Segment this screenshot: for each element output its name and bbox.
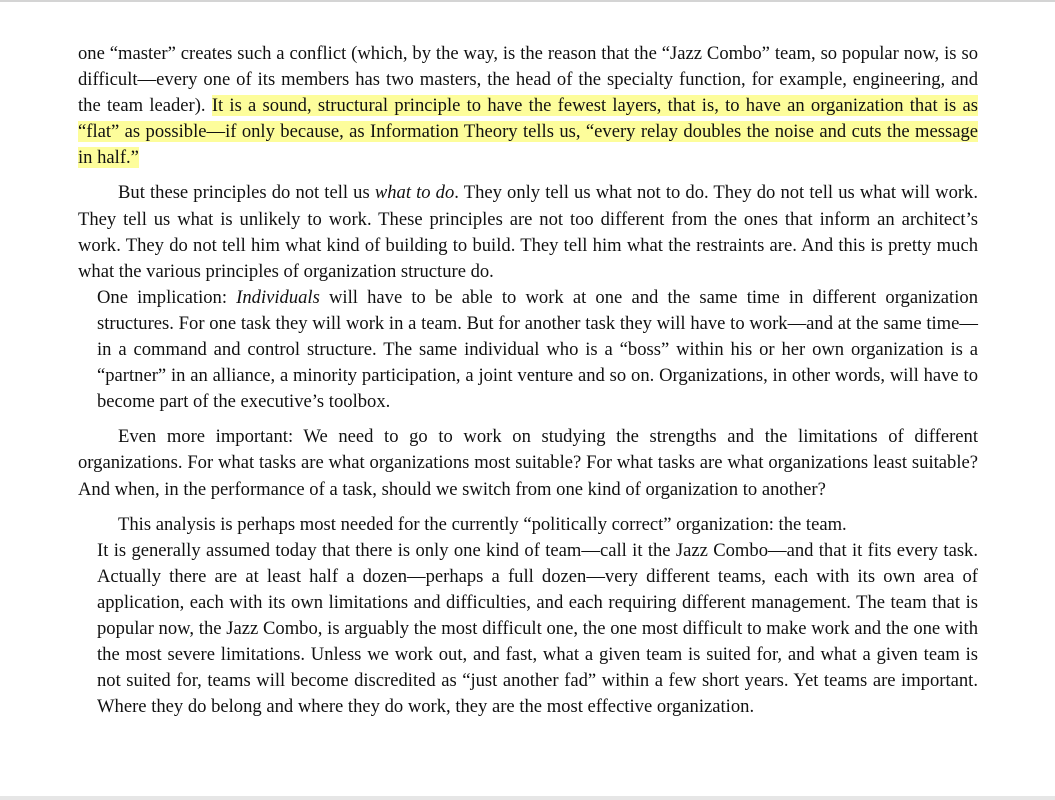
paragraph-2-emphasis: what to do <box>374 182 455 204</box>
paragraph-teams: It is generally assumed today that there is only one kind of team—call it the Jazz Combo—and that it fits every task. Actually there are at least half a dozen—perhaps a full dozen—very different teams, each with its own area of application, each with its own limitations and difficulties, and each requiring different management. The team that is popular now, the Jazz Combo, is arguably the most difficult one, the one most difficult to make work and the one with the most severe limitations. Unless we work out, and fast, what a given team is suited for, and what a given team is not suited for, teams will become discredited as “just another fad” within a few short years. Yet teams are important. Where they do belong and where they do work, they are the most effective organization. <box>97 539 978 718</box>
paragraph-continuation <box>78 41 978 171</box>
paragraph-1-text: one “master” creates such a conflict (which, by the way, is the reason that the “Jazz Combo” team, so popular now, is so difficult—every one of its members has two masters, the head of the specialty function, for example, engineering, and the team leader). <box>78 43 978 117</box>
document-page <box>78 41 978 720</box>
paragraph-analysis: This analysis is perhaps most needed for the currently “politically correct” organization: the team. <box>118 513 847 535</box>
paragraph-3-emphasis: Individuals <box>236 286 320 308</box>
paragraph-principles <box>78 180 978 284</box>
top-border <box>0 0 1055 2</box>
paragraph-more-important: Even more important: We need to go to work on studying the strengths and the limitations of different organizations. For what tasks are what organizations most suitable? For what tasks are what organizations least suitable? And when, in the performance of a task, should we switch from one kind of organization to another? <box>78 426 978 500</box>
paragraph-3-lead: One implication: <box>97 286 237 308</box>
bottom-border <box>0 796 1055 800</box>
paragraph-2-lead: But these principles do not tell us <box>118 182 375 204</box>
highlighted-passage[interactable]: It is a sound, structural principle to have the fewest layers, that is, to have an organization that is as “flat” as possible—if only because, as Information Theory tells us, “every relay doubles the noise and cuts the message in half.” <box>78 95 978 169</box>
paragraph-2-rest: . They only tell us what not to do. They do not tell us what will work. They tell us what is unlikely to work. These principles are not too different from the ones that inform an architect’s work. They do not tell him what kind of building to build. They tell him what the restraints are. And this is pretty much what the various principles of organization structure do. <box>78 182 978 282</box>
paragraph-implication <box>97 285 978 415</box>
paragraph-3-rest: will have to be able to work at one and the same time in different organization structures. For one task they will work in a team. But for another task they will have to work—and at the same time—in a command and control structure. The same individual who is a “boss” within his or her own organization is a “partner” in an alliance, a minority participation, a joint venture and so on. Organizations, in other words, will have to become part of the executive’s toolbox. <box>97 286 978 413</box>
